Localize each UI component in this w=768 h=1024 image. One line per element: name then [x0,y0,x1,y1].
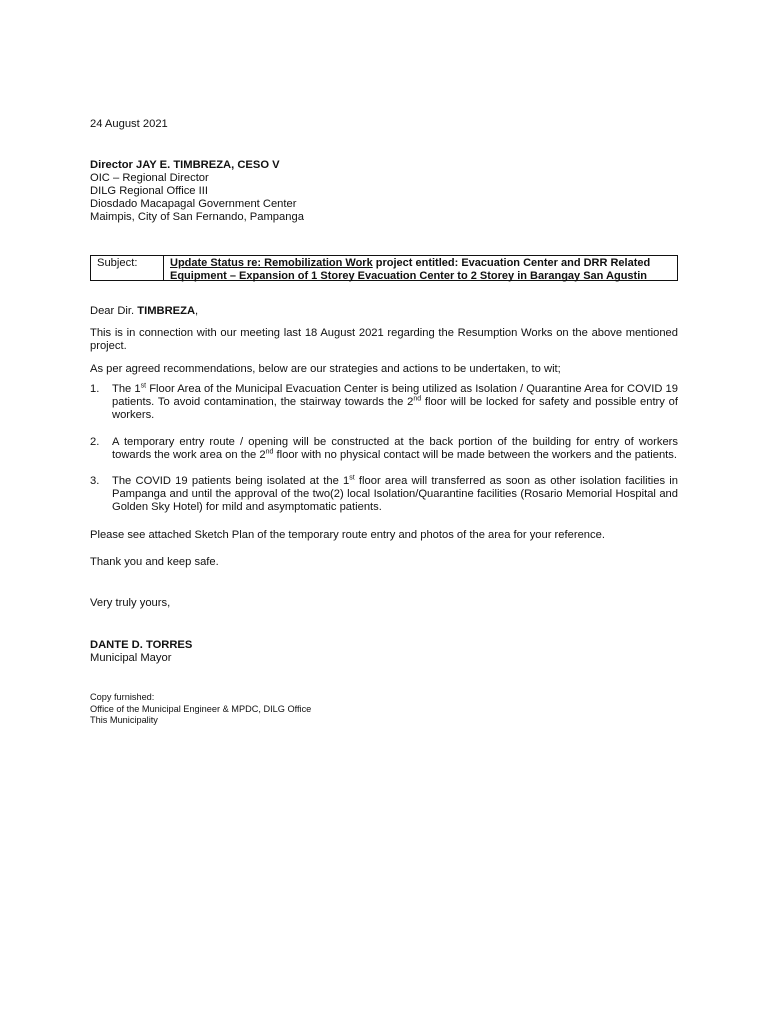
subject-line2: Equipment – Expansion of 1 Storey Evacuation Center to 2 Storey in Barangay San Agustin [170,269,647,282]
copy-furnished-label: Copy furnished: [90,692,155,702]
list-item-number: 3. [90,475,100,487]
recipient-address-line1: Diosdado Macapagal Government Center [90,198,297,210]
subject-text [170,257,673,282]
list-item-number: 2. [90,436,100,448]
salutation-prefix: Dear Dir. [90,305,138,317]
signer-name: DANTE D. TORRES [90,639,193,651]
subject-box [90,255,678,281]
signer-title: Municipal Mayor [90,652,172,664]
recipient-office: DILG Regional Office III [90,185,208,197]
paragraph-recommendations: As per agreed recommendations, below are our strategies and actions to be undertaken, to wit; [90,363,561,375]
paragraph-thanks: Thank you and keep safe. [90,556,219,568]
salutation [90,305,198,318]
list-item-text: The COVID 19 patients being isolated at the 1st floor area will transferred as soon as other isolation facilities in Pampanga and until the approval of the two(2) local Isolation/Quarantine facilities (Rosario Memorial Hospital and Golden Sky Hotel) for mild and asymptomatic patients. [112,474,678,513]
recipient-title: OIC – Regional Director [90,172,209,184]
closing: Very truly yours, [90,597,171,609]
letter-date: 24 August 2021 [90,118,168,130]
list-item-text: The 1st Floor Area of the Municipal Evacuation Center is being utilized as Isolation / Quarantine Area for COVID 19 patients. To avoid contamination, the stairway towards the 2nd floor will be locked for safety and possible entry of workers. [112,382,678,421]
recipient-address-line2: Maimpis, City of San Fernando, Pampanga [90,211,304,223]
recipient-address [90,159,304,224]
paragraph-intro: This is in connection with our meeting last 18 August 2021 regarding the Resumption Works on the above mentioned project. [90,327,678,352]
copy-furnished-line1: Office of the Municipal Engineer & MPDC, DILG Office [90,703,312,714]
salutation-suffix: , [195,305,199,317]
salutation-name: TIMBREZA [137,305,196,317]
list-item-text: A temporary entry route / opening will be constructed at the back portion of the building for entry of workers towards the work area on the 2nd floor with no physical contact will be made between the workers and the patients. [112,436,678,461]
copy-furnished-line2: This Municipality [90,715,158,725]
subject-line1-rest: project entitled: Evacuation Center and DRR Related [372,257,651,269]
copy-furnished [90,692,311,727]
paragraph-attachment: Please see attached Sketch Plan of the temporary route entry and photos of the area for your reference. [90,529,605,541]
signature-block [90,639,192,665]
subject-underlined: Update Status re: Remobilization Work [170,257,373,269]
list-item-number: 1. [90,383,100,395]
recipient-name: Director JAY E. TIMBREZA, CESO V [90,159,280,171]
subject-label: Subject: [91,256,164,280]
